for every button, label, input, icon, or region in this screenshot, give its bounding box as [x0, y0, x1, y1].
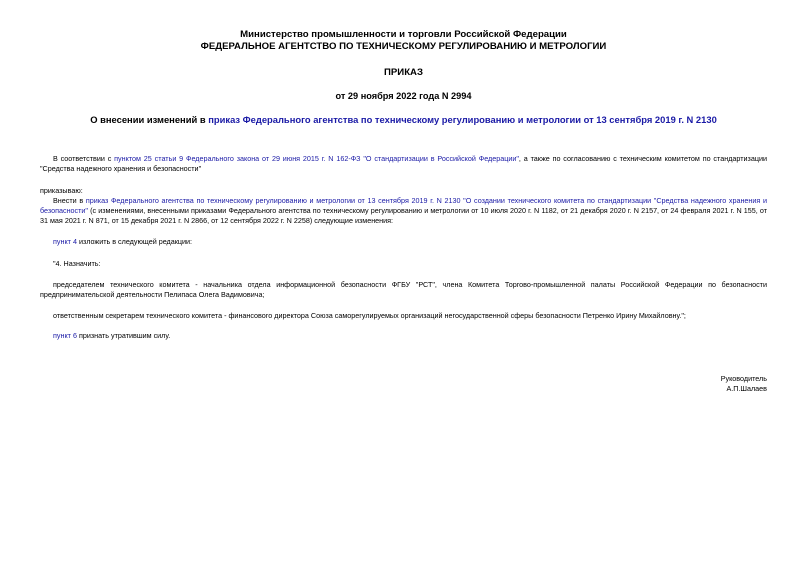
- item6-link[interactable]: пункт 6: [53, 331, 77, 340]
- order-word: приказываю:: [40, 186, 83, 195]
- amendment-text-start: Внести в: [53, 196, 86, 205]
- document-title: [0, 114, 807, 126]
- item6-text: признать утратившим силу.: [76, 331, 171, 340]
- federal-law-link[interactable]: пунктом 25 статьи 9 Федерального закона от 29 июня 2015 г. N 162-ФЗ "О стандартизации в Российской Федерации": [114, 154, 519, 163]
- item4-link[interactable]: пункт 4: [53, 237, 77, 246]
- item4-text: изложить в следующей редакции:: [76, 237, 193, 246]
- title-prefix: О внесении изменений в: [90, 114, 209, 125]
- preamble-text-start: В соответствии с: [53, 154, 115, 163]
- secretary-paragraph: ответственным секретарем технического комитета - финансового директора Союза саморегулируемых организаций негосударственной сферы безопасности Петренко Ирину Михайловну.";: [53, 311, 686, 320]
- amendment-text-end: (с изменениями, внесенными приказами Федерального агентства по техническому регулированию и метрологии от 10 июля 2020 г. N 1182, от 21 декабря 2020 г. N 2157, от 24 февраля 2021 г. N 155, от 31 мая 2021 г. N 871, от 15 декабря 2021 г. N 2866, от 12 сентября 2022 г. N 2258) следующие изменения:: [40, 206, 767, 225]
- item4-paragraph: [40, 237, 767, 247]
- chairman-paragraph: председателем технического комитета - начальника отдела информационной безопасности ФГБУ "РСТ", члена Комитета Торгово-промышленной палаты Российской Федерации по безопасности предпринимательской деятельности Пелипаса Олега Вадимовича;: [40, 280, 767, 299]
- agency-name: ФЕДЕРАЛЬНОЕ АГЕНТСТВО ПО ТЕХНИЧЕСКОМУ РЕГУЛИРОВАНИЮ И МЕТРОЛОГИИ: [200, 41, 607, 52]
- amendment-paragraph: [40, 196, 767, 226]
- item6-paragraph: [40, 331, 767, 341]
- title-order-link[interactable]: приказ Федерального агентства по техническому регулированию и метрологии от 13 сентября 2019 г. N 2130: [208, 114, 717, 125]
- document-type: ПРИКАЗ: [384, 67, 423, 78]
- preamble-paragraph: [40, 154, 767, 174]
- signatory-position: Руководитель: [720, 374, 767, 383]
- ministry-name: Министерство промышленности и торговли Российской Федерации: [240, 29, 567, 40]
- appoint-paragraph: "4. Назначить:: [53, 259, 101, 268]
- preamble-text-end: , а также по согласованию с техническим комитетом по стандартизации "Средства надежного хранения и безопасности": [40, 154, 767, 173]
- order-2130-link[interactable]: приказ Федерального агентства по техническому регулированию и метрологии от 13 сентября 2019 г. N 2130 "О создании технического комитета по стандартизации "Средства надежного хранения и безопасности": [40, 196, 767, 215]
- signatory-name: А.П.Шалаев: [726, 384, 767, 393]
- document-date-number: от 29 ноября 2022 года N 2994: [335, 91, 472, 101]
